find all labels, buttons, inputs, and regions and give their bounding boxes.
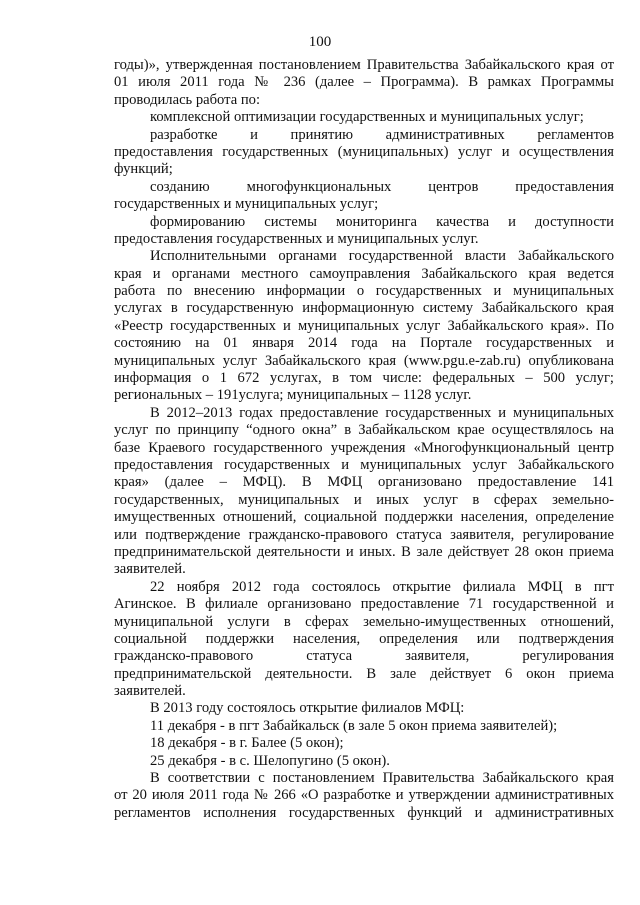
text-line: региональных – 191услуга; муниципальных – 1128 услуг. bbox=[114, 387, 472, 404]
text-line: услуг по принципу “одного окна” в Забайкальском крае осуществлялось на bbox=[114, 422, 614, 439]
text-line: проводилась работа по: bbox=[114, 91, 260, 108]
text-line: заявителей. bbox=[114, 683, 186, 700]
text-line: края и органами местного самоуправления Забайкальского края ведется bbox=[114, 265, 614, 282]
text-line: края» (далее – МФЦ). В МФЦ организовано предоставление 141 bbox=[114, 474, 614, 491]
text-line: услугах в государственную информационную систему Забайкальского края bbox=[114, 300, 614, 317]
text-line: годы)», утвержденная постановлением Правительства Забайкальского края от bbox=[114, 57, 614, 73]
text-line: предоставления государственных и муниципальных услуг Забайкальского bbox=[114, 456, 614, 473]
text-line: муниципальной услуги в сферах земельно-имущественных отношений, bbox=[114, 613, 614, 630]
text-line: 11 декабря - в пгт Забайкальск (в зале 5 окон приема заявителей); bbox=[150, 717, 558, 734]
text-line: Исполнительными органами государственной власти Забайкальского bbox=[150, 248, 614, 265]
text-line: предоставления государственных (муниципальных) услуг и осуществления bbox=[114, 143, 614, 160]
text-line: предпринимательской деятельности и иных. В зале действует 28 окон приема bbox=[114, 543, 614, 560]
text-line: 18 декабря - в г. Балее (5 окон); bbox=[150, 735, 344, 752]
text-line: Агинское. В филиале организовано предоставление 71 государственной и bbox=[114, 596, 614, 613]
text-line: В 2012–2013 годах предоставление государственных и муниципальных bbox=[150, 404, 614, 421]
text-line: гражданско-правового статуса заявителя, регулирования bbox=[114, 648, 614, 665]
text-line: созданию многофункциональных центров предоставления bbox=[150, 178, 614, 195]
text-line: муниципальных услуг Забайкальского края (www.pgu.e-zab.ru) опубликована bbox=[114, 352, 614, 369]
text-line: 01 июля 2011 года № 236 (далее – Программа). В рамках Программы bbox=[114, 74, 614, 91]
text-line: предоставления государственных и муниципальных услуг. bbox=[114, 230, 479, 247]
page-number: 100 bbox=[308, 34, 332, 50]
text-line: базе Краевого государственного учреждения «Многофункциональный центр bbox=[114, 439, 614, 456]
text-line: имущественных отношений, социальной поддержки населения, определение bbox=[114, 509, 614, 526]
text-line: государственных и муниципальных услуг; bbox=[114, 196, 379, 213]
text-line: состоянию на 01 января 2014 года на Портале государственных и bbox=[114, 335, 614, 352]
text-line: функций; bbox=[114, 161, 173, 178]
text-line: разработке и принятию административных регламентов bbox=[150, 126, 614, 143]
text-line: комплексной оптимизации государственных и муниципальных услуг; bbox=[150, 109, 584, 126]
text-line: В соответствии с постановлением Правительства Забайкальского края bbox=[150, 770, 614, 787]
text-line: формированию системы мониторинга качества и доступности bbox=[150, 213, 614, 230]
text-line: государственных, муниципальных и иных услуг в сферах земельно- bbox=[114, 491, 614, 508]
text-line: регламентов исполнения государственных функций и административных bbox=[114, 804, 614, 821]
text-line: В 2013 году состоялось открытие филиалов МФЦ: bbox=[150, 700, 465, 717]
text-line: «Реестр государственных и муниципальных услуг Забайкальского края». По bbox=[114, 317, 614, 334]
text-line: от 20 июля 2011 года № 266 «О разработке и утверждении административных bbox=[114, 787, 614, 804]
text-line: 25 декабря - в с. Шелопугино (5 окон). bbox=[150, 752, 390, 769]
text-line: или подтверждение гражданско-правового статуса заявителя, регулирование bbox=[114, 526, 614, 543]
text-line: социальной поддержки населения, определения или подтверждения bbox=[114, 630, 614, 647]
text-line: заявителей. bbox=[114, 561, 186, 578]
text-line: работа по внесению информации о государственных и муниципальных bbox=[114, 283, 614, 300]
text-line: информация о 1 672 услугах, в том числе: федеральных – 500 услуг; bbox=[114, 370, 614, 387]
text-line: предпринимательской деятельности. В зале действует 6 окон приема bbox=[114, 665, 614, 682]
text-line: 22 ноября 2012 года состоялось открытие филиала МФЦ в пгт bbox=[150, 578, 614, 595]
document-body bbox=[114, 57, 614, 822]
